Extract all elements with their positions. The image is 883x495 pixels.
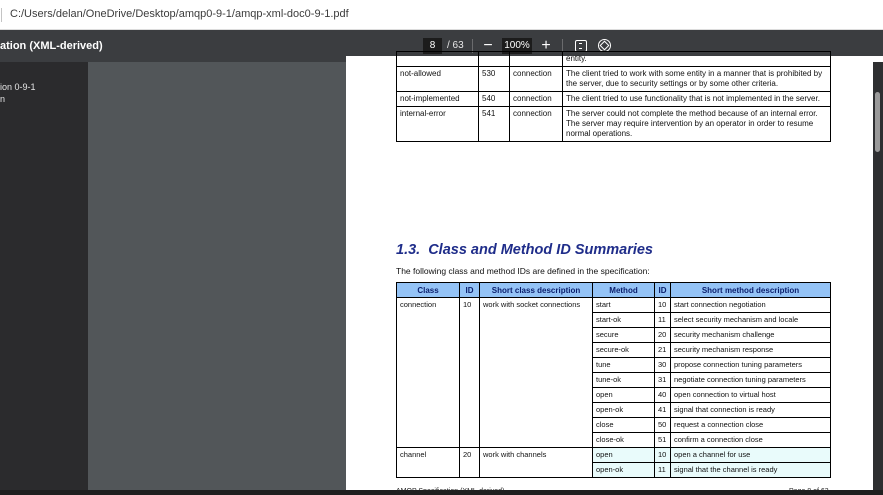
method-description: select security mechanism and locale bbox=[671, 313, 831, 328]
pdf-viewer[interactable] bbox=[88, 54, 883, 495]
class-description bbox=[480, 343, 593, 358]
table-header-row bbox=[397, 283, 831, 298]
class-name: channel bbox=[397, 448, 460, 463]
class-description bbox=[480, 373, 593, 388]
method-description: open connection to virtual host bbox=[671, 388, 831, 403]
error-name: internal-error bbox=[397, 107, 479, 142]
table-row bbox=[397, 358, 831, 373]
method-name: tune bbox=[593, 358, 655, 373]
class-description bbox=[480, 418, 593, 433]
method-description: negotiate connection tuning parameters bbox=[671, 373, 831, 388]
class-id bbox=[460, 418, 480, 433]
page-footer-title: AMQP Specification (XML-derived) bbox=[396, 488, 505, 495]
table-row bbox=[397, 313, 831, 328]
class-description bbox=[480, 403, 593, 418]
error-description: entity. bbox=[563, 52, 831, 67]
class-name bbox=[397, 433, 460, 448]
class-name bbox=[397, 328, 460, 343]
document-title: ation (XML-derived) bbox=[0, 40, 103, 52]
error-name: not-implemented bbox=[397, 92, 479, 107]
error-code: 540 bbox=[479, 92, 510, 107]
section-number: 1.3. bbox=[396, 242, 421, 258]
method-name: open-ok bbox=[593, 403, 655, 418]
class-description bbox=[480, 358, 593, 373]
class-name bbox=[397, 358, 460, 373]
class-description bbox=[480, 328, 593, 343]
method-id: 41 bbox=[655, 403, 671, 418]
method-name: open bbox=[593, 388, 655, 403]
table-row bbox=[397, 448, 831, 463]
method-id: 30 bbox=[655, 358, 671, 373]
method-description: signal that connection is ready bbox=[671, 403, 831, 418]
class-id: 20 bbox=[460, 448, 480, 463]
table-row bbox=[397, 343, 831, 358]
error-code: 541 bbox=[479, 107, 510, 142]
method-name: secure bbox=[593, 328, 655, 343]
table-row bbox=[397, 388, 831, 403]
method-description: security mechanism response bbox=[671, 343, 831, 358]
method-description: request a connection close bbox=[671, 418, 831, 433]
vertical-scrollbar[interactable] bbox=[873, 62, 883, 490]
page-number-input[interactable]: 8 bbox=[423, 38, 442, 54]
scrollbar-thumb[interactable] bbox=[875, 92, 880, 152]
method-id: 10 bbox=[655, 448, 671, 463]
class-name: connection bbox=[397, 298, 460, 313]
class-description bbox=[480, 463, 593, 478]
method-name: close-ok bbox=[593, 433, 655, 448]
table-row bbox=[397, 433, 831, 448]
method-description: propose connection tuning parameters bbox=[671, 358, 831, 373]
class-name bbox=[397, 373, 460, 388]
address-url[interactable]: C:/Users/delan/OneDrive/Desktop/amqp0-9-1/amqp-xml-doc0-9-1.pdf bbox=[10, 8, 349, 20]
outline-sidebar bbox=[0, 62, 88, 490]
class-name bbox=[397, 418, 460, 433]
class-description bbox=[480, 433, 593, 448]
error-class bbox=[510, 52, 563, 67]
error-description: The server could not complete the method because of an internal error. The server may require intervention by an operator in order to resume normal operations. bbox=[563, 107, 831, 142]
class-description bbox=[480, 388, 593, 403]
header-class-description: Short class description bbox=[480, 283, 593, 298]
header-class-id: ID bbox=[460, 283, 480, 298]
header-method: Method bbox=[593, 283, 655, 298]
method-id: 11 bbox=[655, 313, 671, 328]
class-name bbox=[397, 313, 460, 328]
outline-item[interactable]: n bbox=[0, 94, 6, 104]
class-description bbox=[480, 313, 593, 328]
class-description: work with socket connections bbox=[480, 298, 593, 313]
method-name: start-ok bbox=[593, 313, 655, 328]
error-class: connection bbox=[510, 107, 563, 142]
class-id bbox=[460, 343, 480, 358]
method-id: 10 bbox=[655, 298, 671, 313]
method-id: 20 bbox=[655, 328, 671, 343]
header-method-id: ID bbox=[655, 283, 671, 298]
header-method-description: Short method description bbox=[671, 283, 831, 298]
page-footer-number: Page 8 of 63 bbox=[789, 488, 829, 495]
error-code: 530 bbox=[479, 67, 510, 92]
table-row bbox=[397, 67, 831, 92]
class-name bbox=[397, 403, 460, 418]
table-row bbox=[397, 328, 831, 343]
error-description: The client tried to work with some entity in a manner that is prohibited by the server, due to security settings or by some other criteria. bbox=[563, 67, 831, 92]
method-id: 11 bbox=[655, 463, 671, 478]
class-id: 10 bbox=[460, 298, 480, 313]
zoom-level-input[interactable]: 100% bbox=[502, 38, 532, 54]
address-bar[interactable] bbox=[0, 0, 883, 30]
zoom-out-button[interactable]: − bbox=[483, 37, 493, 54]
outline-item[interactable]: ion 0-9-1 bbox=[0, 82, 36, 92]
method-name: start bbox=[593, 298, 655, 313]
error-name: not-allowed bbox=[397, 67, 479, 92]
class-name bbox=[397, 388, 460, 403]
method-id: 31 bbox=[655, 373, 671, 388]
method-description: signal that the channel is ready bbox=[671, 463, 831, 478]
table-row bbox=[397, 403, 831, 418]
method-description: confirm a connection close bbox=[671, 433, 831, 448]
method-name: tune-ok bbox=[593, 373, 655, 388]
class-name bbox=[397, 463, 460, 478]
method-name: close bbox=[593, 418, 655, 433]
page-total: / 63 bbox=[447, 40, 464, 51]
error-description: The client tried to use functionality that is not implemented in the server. bbox=[563, 92, 831, 107]
method-name: open bbox=[593, 448, 655, 463]
method-id: 40 bbox=[655, 388, 671, 403]
table-row bbox=[397, 298, 831, 313]
error-class: connection bbox=[510, 92, 563, 107]
table-row bbox=[397, 463, 831, 478]
header-class: Class bbox=[397, 283, 460, 298]
section-heading bbox=[396, 242, 653, 258]
class-id bbox=[460, 463, 480, 478]
class-id bbox=[460, 388, 480, 403]
class-id bbox=[460, 373, 480, 388]
class-id bbox=[460, 403, 480, 418]
method-description: start connection negotiation bbox=[671, 298, 831, 313]
table-row bbox=[397, 418, 831, 433]
method-name: open-ok bbox=[593, 463, 655, 478]
table-row bbox=[397, 92, 831, 107]
method-id: 51 bbox=[655, 433, 671, 448]
pdf-page bbox=[346, 54, 883, 495]
method-description: open a channel for use bbox=[671, 448, 831, 463]
zoom-in-button[interactable]: + bbox=[541, 37, 551, 54]
class-description: work with channels bbox=[480, 448, 593, 463]
class-id bbox=[460, 433, 480, 448]
method-description: security mechanism challenge bbox=[671, 328, 831, 343]
class-id bbox=[460, 328, 480, 343]
table-row bbox=[397, 373, 831, 388]
error-code bbox=[479, 52, 510, 67]
method-id: 50 bbox=[655, 418, 671, 433]
method-id: 21 bbox=[655, 343, 671, 358]
section-title: Class and Method ID Summaries bbox=[428, 242, 653, 258]
class-id bbox=[460, 313, 480, 328]
intro-paragraph: The following class and method IDs are defined in the specification: bbox=[396, 266, 650, 276]
address-separator bbox=[1, 8, 2, 22]
table-row bbox=[397, 52, 831, 67]
class-id bbox=[460, 358, 480, 373]
class-name bbox=[397, 343, 460, 358]
error-codes-table bbox=[396, 51, 831, 142]
class-method-ids-table bbox=[396, 282, 831, 478]
error-class: connection bbox=[510, 67, 563, 92]
table-row bbox=[397, 107, 831, 142]
method-name: secure-ok bbox=[593, 343, 655, 358]
error-name bbox=[397, 52, 479, 67]
